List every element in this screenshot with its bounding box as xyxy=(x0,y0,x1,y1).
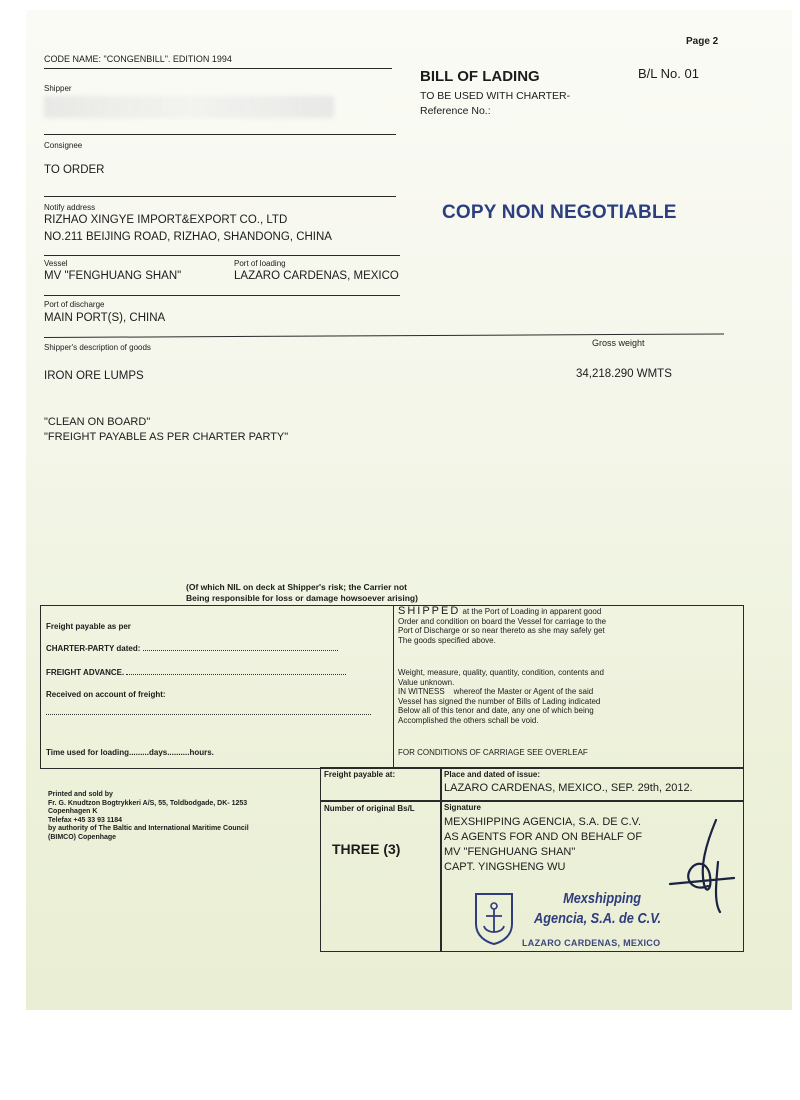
shipped-line-1: at the Port of Loading in apparent good xyxy=(462,607,602,616)
deck-note-line-2: Being responsible for loss or damage howsoever arising) xyxy=(186,593,418,603)
goods-description-label: Shipper's description of goods xyxy=(44,343,151,352)
printed-by-line-1: Printed and sold by xyxy=(48,791,113,798)
anchor-crest-icon xyxy=(472,890,516,946)
bill-of-lading-sheet xyxy=(26,10,792,1010)
stamp-company-subname xyxy=(534,910,661,927)
signature-line-1: MEXSHIPPING AGENCIA, S.A. DE C.V. xyxy=(444,816,642,828)
printed-by-line-2: Fr. G. Knudtzon Bogtrykkeri A/S, 55, Toldbodgade, DK- 1253 xyxy=(48,799,248,807)
copy-non-negotiable-stamp: COPY NON NEGOTIABLE xyxy=(442,202,677,223)
place-date-label: Place and dated of issue: xyxy=(444,770,541,779)
port-of-discharge-label: Port of discharge xyxy=(44,300,105,309)
printed-by-line-3: Copenhagen K xyxy=(48,808,98,815)
value-unknown-line: Value unknown. xyxy=(398,677,455,687)
divider xyxy=(44,255,400,256)
freight-advance xyxy=(46,668,346,678)
charter-party-dated-label: CHARTER-PARTY dated: xyxy=(46,644,141,653)
notify-label: Notify address xyxy=(44,203,96,212)
weight-measure-line: Weight, measure, quality, quantity, condition, contents and xyxy=(398,668,604,677)
notify-line-1: RIZHAO XINGYE IMPORT&EXPORT CO., LTD xyxy=(44,214,288,226)
code-name: CODE NAME: "CONGENBILL". EDITION 1994 xyxy=(44,54,232,64)
charter-party-dated xyxy=(46,644,338,654)
printed-by-block xyxy=(48,791,249,842)
gross-weight-label: Gross weight xyxy=(592,338,645,348)
stamp-line-2: Agencia, S.A. de C.V. xyxy=(534,910,662,927)
shipped-line-2: Order and condition on board the Vessel for carriage to the xyxy=(398,616,607,626)
divider xyxy=(44,68,392,69)
signature-line-2: AS AGENTS FOR AND ON BEHALF OF xyxy=(444,831,643,843)
handwritten-signature xyxy=(660,814,740,914)
page-number: Page 2 xyxy=(686,36,719,47)
port-of-loading-label: Port of loading xyxy=(234,259,286,268)
clause-freight-payable: "FREIGHT PAYABLE AS PER CHARTER PARTY" xyxy=(44,431,289,443)
shipped-word: SHIPPED xyxy=(398,605,461,617)
clause-clean-on-board: "CLEAN ON BOARD" xyxy=(44,416,151,428)
received-on-account: Received on account of freight: xyxy=(46,690,166,699)
shipper-redacted xyxy=(44,96,334,118)
witness-line-2: Vessel has signed the number of Bills of Lading indicated xyxy=(398,696,601,706)
signature-label: Signature xyxy=(444,803,481,812)
freight-advance-line xyxy=(126,674,346,675)
place-date-value: LAZARO CARDENAS, MEXICO., SEP. 29th, 2012. xyxy=(444,782,693,794)
gross-weight-value: 34,218.290 WMTS xyxy=(576,368,672,380)
divider xyxy=(44,196,396,197)
document-title: BILL OF LADING xyxy=(420,68,540,85)
shipped-line-4: The goods specified above. xyxy=(398,635,496,645)
stamp-location: LAZARO CARDENAS, MEXICO xyxy=(522,938,661,948)
stamp-line-1: Mexshipping xyxy=(563,890,642,907)
signature-block xyxy=(444,815,642,875)
freight-and-shipped-box xyxy=(40,605,744,769)
reference-number: Reference No.: xyxy=(420,105,491,117)
charter-party-date-line xyxy=(143,650,338,651)
freight-payable-as-per: Freight payable as per xyxy=(46,622,131,631)
received-line xyxy=(46,714,371,715)
signature-line-4: CAPT. YINGSHENG WU xyxy=(444,861,566,873)
conditions-overleaf: FOR CONDITIONS OF CARRIAGE SEE OVERLEAF xyxy=(398,748,588,757)
consignee-label: Consignee xyxy=(44,141,83,150)
printed-by-line-4: Telefax +45 33 93 1184 xyxy=(48,816,123,824)
vessel-value: MV "FENGHUANG SHAN" xyxy=(44,270,182,282)
port-of-loading-value: LAZARO CARDENAS, MEXICO xyxy=(234,270,399,282)
signature-line-3: MV "FENGHUANG SHAN" xyxy=(444,846,576,858)
printed-by-line-6: (BIMCO) Copenhage xyxy=(48,833,117,841)
number-originals-label: Number of original Bs/L xyxy=(324,804,415,813)
witness-clause xyxy=(398,668,604,725)
shipped-clause xyxy=(398,607,606,645)
vessel-label: Vessel xyxy=(44,259,68,268)
witness-line-1: whereof the Master or Agent of the said xyxy=(453,687,594,696)
deck-note-line-1: (Of which NIL on deck at Shipper's risk; the Carrier not xyxy=(186,582,408,592)
document-subtitle: TO BE USED WITH CHARTER- xyxy=(420,90,571,102)
freight-advance-label: FREIGHT ADVANCE. xyxy=(46,668,125,677)
number-originals-value: THREE (3) xyxy=(332,841,401,857)
consignee-value: TO ORDER xyxy=(44,164,105,176)
shipped-line-3: Port of Discharge or so near thereto as she may safely get xyxy=(398,626,605,635)
number-originals-box xyxy=(320,800,442,952)
shipper-label: Shipper xyxy=(44,84,72,93)
freight-payable-at-label: Freight payable at: xyxy=(324,770,396,779)
goods-description: IRON ORE LUMPS xyxy=(44,370,144,382)
witness-line-3: Below all of this tenor and date, any one of which being xyxy=(398,706,594,715)
port-of-discharge-value: MAIN PORT(S), CHINA xyxy=(44,312,166,324)
printed-by-line-5: by authority of The Baltic and International Maritime Council xyxy=(48,825,249,832)
witness-line-4: Accomplished the others schall be void. xyxy=(398,715,539,725)
in-witness-word: IN WITNESS xyxy=(398,687,445,696)
divider xyxy=(44,295,400,296)
notify-line-2: NO.211 BEIJING ROAD, RIZHAO, SHANDONG, CHINA xyxy=(44,231,332,243)
divider xyxy=(393,605,394,767)
time-used-for-loading: Time used for loading.........days..........hours. xyxy=(46,748,214,757)
divider xyxy=(44,134,396,135)
bl-number: B/L No. 01 xyxy=(638,66,699,81)
stamp-company-name xyxy=(558,890,641,907)
